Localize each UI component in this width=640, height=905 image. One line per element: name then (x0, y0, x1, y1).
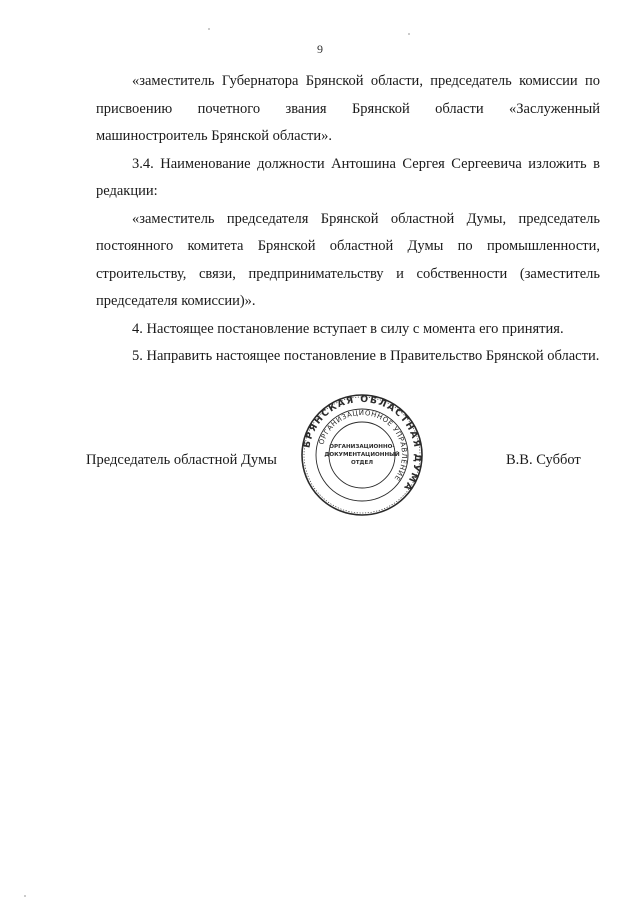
scan-speck (24, 895, 26, 897)
signatory-position: Председатель областной Думы (86, 452, 277, 468)
page-number: 9 (317, 42, 323, 56)
svg-text:ОРГАНИЗАЦИОННО-ДОКУМЕНТАЦИОННЫ: ОРГАНИЗАЦИОННО-ДОКУМЕНТАЦИОННЫЙ ОТДЕЛ (324, 444, 400, 466)
scan-speck (408, 33, 410, 35)
document-body (96, 68, 600, 371)
svg-text:БРЯНСКАЯ ОБЛАСТНАЯ ДУМА: БРЯНСКАЯ ОБЛАСТНАЯ ДУМА (301, 393, 424, 494)
signatory-name: В.В. Суббот (506, 452, 581, 468)
paragraph-1: «заместитель Губернатора Брянской области, председатель комиссии по присвоению почетного звания Брянской области «Заслуженный машиностроитель Брянской области». (96, 73, 600, 144)
paragraph-4: 4. Настоящее постановление вступает в силу с момента его принятия. (132, 320, 564, 337)
paragraph-2: 3.4. Наименование должности Антошина Сергея Сергеевича изложить в редакции: (96, 155, 600, 199)
scan-speck (208, 28, 210, 30)
official-seal-stamp (300, 393, 424, 517)
svg-text:ОРГАНИЗАЦИОННОЕ УПРАВЛЕНИЕ: ОРГАНИЗАЦИОННОЕ УПРАВЛЕНИЕ (317, 408, 409, 483)
paragraph-3: «заместитель председателя Брянской областной Думы, председатель постоянного комитета Брянской областной Думы по промышленности, строительству, связи, предпринимательству и собственности (заместитель председателя комиссии)». (96, 210, 600, 309)
paragraph-5: 5. Направить настоящее постановление в Правительство Брянской области. (132, 348, 600, 364)
